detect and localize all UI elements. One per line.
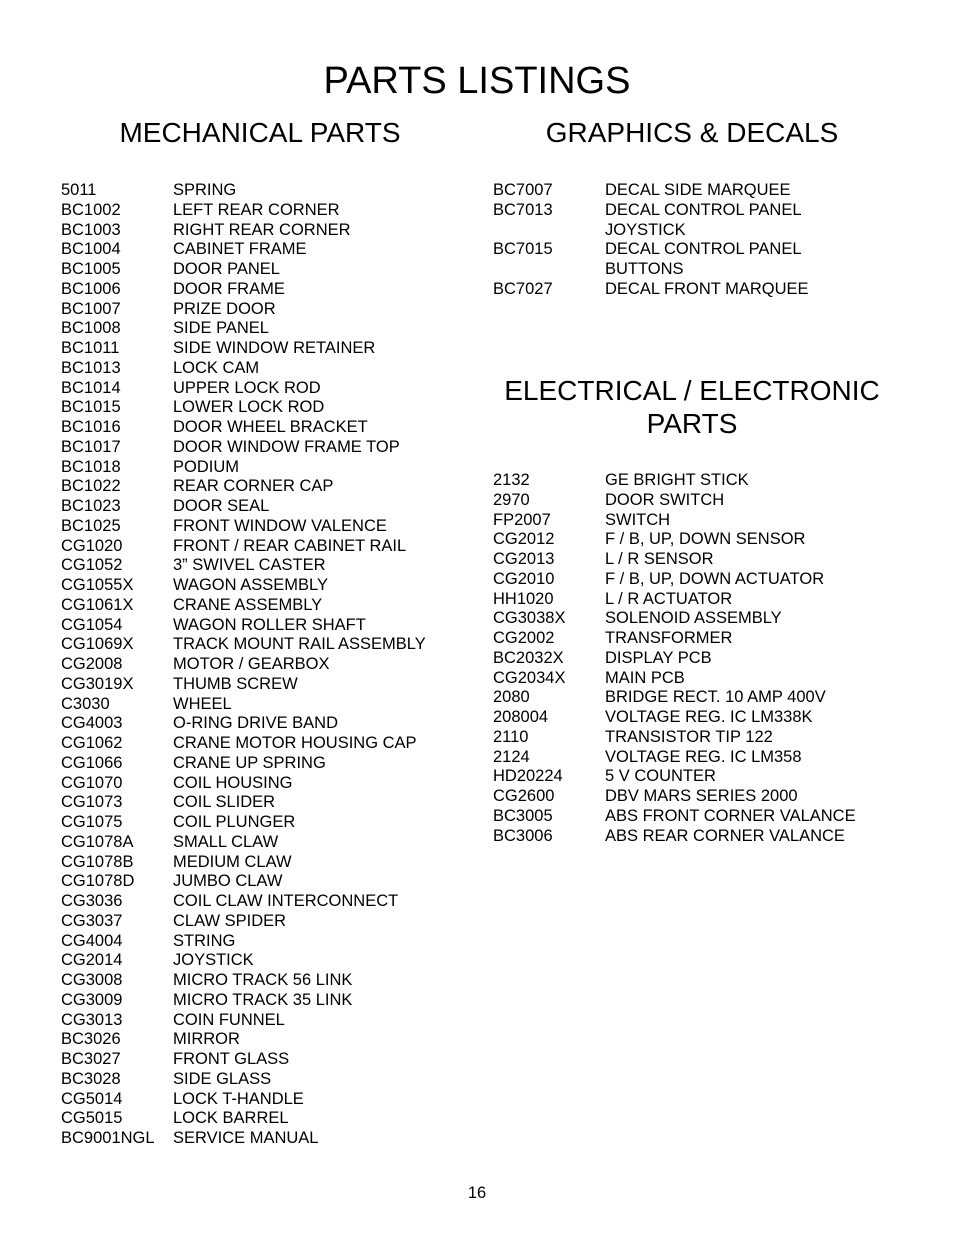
part-description: BRIDGE RECT. 10 AMP 400V — [605, 688, 826, 707]
part-description: LEFT REAR CORNER — [173, 200, 340, 219]
part-description: LOWER LOCK ROD — [173, 398, 325, 417]
list-item — [61, 872, 461, 892]
list-item — [493, 201, 893, 241]
part-number: BC3026 — [61, 1030, 121, 1049]
part-number: CG1078A — [61, 832, 134, 851]
list-item — [493, 550, 893, 570]
list-item — [61, 991, 461, 1011]
part-number: CG1055X — [61, 576, 134, 594]
list-item — [61, 774, 461, 794]
part-description: MICRO TRACK 35 LINK — [173, 990, 353, 1009]
graphics-decals-heading: GRAPHICS & DECALS — [545, 117, 839, 148]
part-number: CG2014 — [61, 951, 123, 970]
part-number: CG3036 — [61, 892, 123, 910]
part-description: MAIN PCB — [605, 668, 685, 687]
list-item — [61, 596, 461, 616]
list-item — [493, 708, 893, 728]
list-item — [61, 853, 461, 873]
list-item — [61, 438, 461, 458]
part-description: SERVICE MANUAL — [173, 1129, 319, 1147]
part-number: BC1017 — [61, 437, 121, 456]
part-description: COIL PLUNGER — [173, 813, 296, 831]
list-item — [493, 767, 893, 787]
graphics-decals-list — [493, 181, 893, 300]
list-item — [493, 609, 893, 629]
list-item — [493, 787, 893, 807]
list-item — [493, 649, 893, 669]
part-description: SWITCH — [605, 510, 671, 529]
list-item — [493, 748, 893, 768]
part-description: L / R SENSOR — [605, 550, 714, 568]
part-description: 3” SWIVEL CASTER — [173, 556, 326, 575]
part-description: CABINET FRAME — [173, 240, 307, 259]
part-description: COIL HOUSING — [173, 773, 293, 792]
part-number: CG1078B — [61, 852, 134, 871]
list-item — [493, 181, 893, 201]
list-item — [61, 833, 461, 853]
page-title: PARTS LISTINGS — [323, 60, 631, 102]
part-description: CLAW SPIDER — [173, 911, 287, 930]
part-number: BC7027 — [493, 279, 553, 298]
list-item — [61, 1090, 461, 1110]
list-item — [61, 537, 461, 557]
part-description: SIDE PANEL — [173, 319, 269, 338]
part-number: CG1052 — [61, 556, 123, 575]
part-description: F / B, UP, DOWN ACTUATOR — [605, 569, 825, 588]
part-number: CG2002 — [493, 629, 555, 647]
list-item — [493, 827, 893, 847]
list-item — [493, 629, 893, 649]
list-item — [61, 556, 461, 576]
part-description: SIDE GLASS — [173, 1069, 272, 1088]
list-item — [61, 616, 461, 636]
list-item — [61, 932, 461, 952]
part-description: CRANE ASSEMBLY — [173, 595, 323, 614]
part-description: WAGON ROLLER SHAFT — [173, 615, 366, 634]
list-item — [61, 260, 461, 280]
part-description: MICRO TRACK 56 LINK — [173, 971, 353, 989]
part-number: CG2034X — [493, 668, 566, 687]
list-item — [61, 398, 461, 418]
part-description: VOLTAGE REG. IC LM358 — [605, 747, 802, 766]
part-number: C3030 — [61, 694, 110, 713]
part-description: GE BRIGHT STICK — [605, 471, 749, 489]
list-item — [493, 570, 893, 590]
list-item — [61, 912, 461, 932]
part-number: CG2013 — [493, 550, 555, 568]
part-description: TRANSFORMER — [605, 629, 733, 647]
list-item — [61, 813, 461, 833]
part-description: ABS FRONT CORNER VALANCE — [605, 806, 856, 825]
list-item — [493, 471, 893, 491]
part-description: STRING — [173, 931, 236, 950]
list-item — [61, 477, 461, 497]
list-item — [61, 576, 461, 596]
part-description: CRANE UP SPRING — [173, 753, 326, 772]
list-item — [61, 221, 461, 241]
part-number: BC1016 — [61, 418, 121, 436]
page-number: 16 — [467, 1184, 487, 1202]
part-number: CG1078D — [61, 872, 135, 891]
list-item — [61, 675, 461, 695]
list-item — [493, 688, 893, 708]
part-number: CG2012 — [493, 530, 555, 549]
part-number: BC1005 — [61, 260, 121, 278]
list-item — [61, 418, 461, 438]
part-description: MIRROR — [173, 1030, 240, 1049]
part-number: BC7015 — [493, 240, 553, 259]
part-number: BC1013 — [61, 358, 121, 377]
list-item — [61, 1070, 461, 1090]
part-description: SMALL CLAW — [173, 832, 279, 851]
part-number: CG3038X — [493, 609, 566, 628]
part-description: UPPER LOCK ROD — [173, 378, 321, 397]
part-number: BC3028 — [61, 1069, 121, 1088]
list-item — [61, 1050, 461, 1070]
list-item — [61, 635, 461, 655]
part-description: PRIZE DOOR — [173, 299, 276, 318]
part-number: CG4004 — [61, 931, 123, 950]
part-number: CG1073 — [61, 793, 123, 812]
list-item — [61, 497, 461, 517]
part-number: CG1054 — [61, 615, 123, 634]
part-description: JOYSTICK — [173, 951, 254, 970]
list-item — [61, 379, 461, 399]
part-number: BC1015 — [61, 398, 121, 417]
part-number: BC1004 — [61, 240, 121, 259]
part-description: COIL SLIDER — [173, 793, 276, 812]
electrical-heading-line1: ELECTRICAL / ELECTRONIC — [504, 375, 880, 406]
part-number: CG3009 — [61, 990, 123, 1009]
part-description: FRONT / REAR CABINET RAIL — [173, 536, 407, 555]
part-number: HD20224 — [493, 767, 563, 786]
list-item — [493, 530, 893, 550]
part-number: CG2010 — [493, 569, 555, 588]
part-description: CRANE MOTOR HOUSING CAP — [173, 734, 417, 752]
list-item — [493, 491, 893, 511]
list-item — [493, 807, 893, 827]
part-description: DECAL CONTROL PANEL BUTTONS — [605, 240, 802, 278]
part-number: CG1020 — [61, 536, 123, 555]
part-number: BC7007 — [493, 181, 553, 199]
list-item — [61, 517, 461, 537]
list-item — [61, 181, 461, 201]
list-item — [493, 590, 893, 610]
part-description: LOCK CAM — [173, 358, 260, 377]
part-number: CG1066 — [61, 753, 123, 772]
part-number: 5011 — [61, 181, 97, 199]
part-number: CG1062 — [61, 734, 123, 752]
part-number: CG2600 — [493, 787, 555, 805]
part-number: BC1008 — [61, 319, 121, 338]
part-number: CG4003 — [61, 714, 123, 733]
part-description: WAGON ASSEMBLY — [173, 576, 328, 594]
part-description: WHEEL — [173, 694, 232, 713]
part-description: COIL CLAW INTERCONNECT — [173, 892, 399, 910]
list-item — [61, 793, 461, 813]
part-description: LOCK BARREL — [173, 1109, 289, 1128]
part-number: BC1002 — [61, 200, 121, 219]
part-number: CG1061X — [61, 595, 134, 614]
part-number: 2110 — [493, 727, 529, 746]
part-number: BC9001NGL — [61, 1129, 155, 1147]
list-item — [61, 971, 461, 991]
part-description: THUMB SCREW — [173, 674, 298, 693]
list-item — [61, 280, 461, 300]
list-item — [61, 1109, 461, 1129]
part-number: 208004 — [493, 708, 549, 726]
part-description: JUMBO CLAW — [173, 872, 283, 891]
part-description: FRONT WINDOW VALENCE — [173, 516, 387, 535]
part-number: HH1020 — [493, 589, 554, 608]
list-item — [493, 728, 893, 748]
part-description: REAR CORNER CAP — [173, 477, 334, 496]
part-number: BC1018 — [61, 457, 121, 476]
part-description: L / R ACTUATOR — [605, 589, 733, 608]
list-item — [493, 240, 893, 280]
part-description: DOOR WINDOW FRAME TOP — [173, 437, 400, 456]
part-description: SIDE WINDOW RETAINER — [173, 339, 376, 357]
electrical-heading-line2: PARTS — [646, 408, 738, 439]
list-item — [61, 319, 461, 339]
part-number: 2970 — [493, 490, 530, 509]
part-number: CG1069X — [61, 635, 134, 654]
part-number: BC1006 — [61, 279, 121, 298]
list-item — [61, 240, 461, 260]
part-number: BC1022 — [61, 477, 121, 496]
list-item — [61, 951, 461, 971]
part-number: CG3019X — [61, 674, 134, 693]
part-number: FP2007 — [493, 510, 551, 529]
part-number: CG3008 — [61, 971, 123, 989]
part-description: F / B, UP, DOWN SENSOR — [605, 530, 806, 549]
part-description: DOOR SWITCH — [605, 490, 725, 509]
electrical-parts-heading — [492, 374, 892, 440]
mechanical-parts-heading: MECHANICAL PARTS — [119, 117, 401, 148]
part-description: SOLENOID ASSEMBLY — [605, 609, 782, 628]
part-description: ABS REAR CORNER VALANCE — [605, 826, 845, 845]
part-description: DECAL CONTROL PANEL JOYSTICK — [605, 200, 802, 239]
part-description: MEDIUM CLAW — [173, 852, 292, 871]
part-description: RIGHT REAR CORNER — [173, 220, 351, 239]
part-description: DECAL FRONT MARQUEE — [605, 279, 809, 298]
part-description: SPRING — [173, 181, 237, 199]
list-item — [61, 201, 461, 221]
part-number: 2132 — [493, 471, 530, 489]
part-description: FRONT GLASS — [173, 1050, 290, 1068]
part-number: BC3006 — [493, 826, 553, 845]
list-item — [61, 458, 461, 478]
part-number: CG1075 — [61, 813, 123, 831]
part-number: BC2032X — [493, 648, 564, 667]
part-number: CG3013 — [61, 1010, 123, 1029]
part-number: BC7013 — [493, 200, 553, 219]
part-description: DOOR PANEL — [173, 260, 280, 278]
part-description: DBV MARS SERIES 2000 — [605, 787, 798, 805]
part-description: DOOR SEAL — [173, 497, 270, 515]
part-description: VOLTAGE REG. IC LM338K — [605, 708, 813, 726]
part-description: O-RING DRIVE BAND — [173, 714, 339, 733]
part-number: BC1007 — [61, 299, 121, 318]
part-number: 2080 — [493, 688, 530, 707]
part-description: TRANSISTOR TIP 122 — [605, 727, 773, 746]
list-item — [493, 669, 893, 689]
part-description: PODIUM — [173, 457, 239, 476]
list-item — [61, 754, 461, 774]
list-item — [61, 695, 461, 715]
list-item — [61, 892, 461, 912]
list-item — [61, 734, 461, 754]
list-item — [61, 1129, 461, 1149]
part-description: MOTOR / GEARBOX — [173, 655, 330, 673]
part-number: CG5014 — [61, 1089, 123, 1108]
list-item — [493, 280, 893, 300]
part-number: CG1070 — [61, 773, 123, 792]
part-number: BC3005 — [493, 806, 553, 825]
part-number: BC1025 — [61, 516, 121, 535]
part-number: CG3037 — [61, 911, 123, 930]
part-description: DOOR FRAME — [173, 279, 285, 298]
part-description: 5 V COUNTER — [605, 767, 716, 786]
electrical-parts-list — [493, 471, 893, 846]
part-description: DISPLAY PCB — [605, 648, 712, 667]
part-number: BC1003 — [61, 220, 121, 239]
part-number: CG2008 — [61, 655, 123, 673]
list-item — [61, 1030, 461, 1050]
list-item — [61, 300, 461, 320]
part-number: BC3027 — [61, 1050, 121, 1068]
part-description: TRACK MOUNT RAIL ASSEMBLY — [173, 635, 426, 654]
list-item — [493, 511, 893, 531]
part-number: CG5015 — [61, 1109, 123, 1128]
list-item — [61, 339, 461, 359]
list-item — [61, 1011, 461, 1031]
part-description: COIN FUNNEL — [173, 1010, 285, 1029]
part-number: BC1023 — [61, 497, 121, 515]
part-number: BC1014 — [61, 378, 121, 397]
part-number: 2124 — [493, 747, 530, 766]
part-description: DOOR WHEEL BRACKET — [173, 418, 368, 436]
part-number: BC1011 — [61, 339, 120, 357]
part-description: DECAL SIDE MARQUEE — [605, 181, 791, 199]
mechanical-parts-list — [61, 181, 461, 1149]
list-item — [61, 714, 461, 734]
list-item — [61, 655, 461, 675]
part-description: LOCK T-HANDLE — [173, 1089, 304, 1108]
list-item — [61, 359, 461, 379]
